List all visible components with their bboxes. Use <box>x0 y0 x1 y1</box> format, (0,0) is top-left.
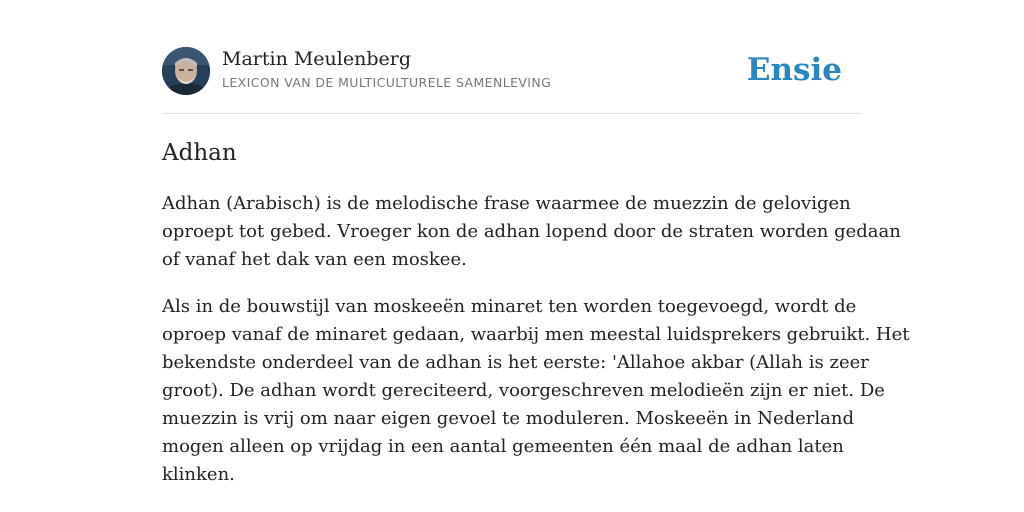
author-avatar[interactable] <box>162 47 210 95</box>
publication-name[interactable]: LEXICON VAN DE MULTICULTURELE SAMENLEVING <box>222 75 552 90</box>
article-paragraph <box>162 293 910 489</box>
article-card <box>162 0 910 512</box>
author-header <box>162 47 862 97</box>
paragraph-line: groot). De adhan wordt gereciteerd, voorgeschreven melodieën zijn er niet. De <box>162 380 885 401</box>
article-body <box>162 190 910 508</box>
paragraph-line: of vanaf het dak van een moskee. <box>162 249 467 270</box>
header-divider <box>162 113 862 114</box>
paragraph-line: oproept tot gebed. Vroeger kon de adhan lopend door de straten worden gedaan <box>162 221 901 242</box>
author-name[interactable]: Martin Meulenberg <box>222 48 411 70</box>
paragraph-line: oproep vanaf de minaret gedaan, waarbij men meestal luidsprekers gebruikt. Het <box>162 324 910 345</box>
paragraph-line: klinken. <box>162 464 235 485</box>
paragraph-line: Als in de bouwstijl van moskeeën minaret ten worden toegevoegd, wordt de <box>162 296 857 317</box>
paragraph-line: Adhan (Arabisch) is de melodische frase waarmee de muezzin de gelovigen <box>162 193 851 214</box>
paragraph-line: bekendste onderdeel van de adhan is het eerste: 'Allahoe akbar (Allah is zeer <box>162 352 869 373</box>
paragraph-line: mogen alleen op vrijdag in een aantal gemeenten één maal de adhan laten <box>162 436 844 457</box>
article-title: Adhan <box>162 140 237 166</box>
article-paragraph <box>162 190 901 274</box>
avatar-photo-icon <box>162 47 210 95</box>
ensie-logo[interactable]: Ensie <box>746 52 842 88</box>
paragraph-line: muezzin is vrij om naar eigen gevoel te moduleren. Moskeeën in Nederland <box>162 408 854 429</box>
